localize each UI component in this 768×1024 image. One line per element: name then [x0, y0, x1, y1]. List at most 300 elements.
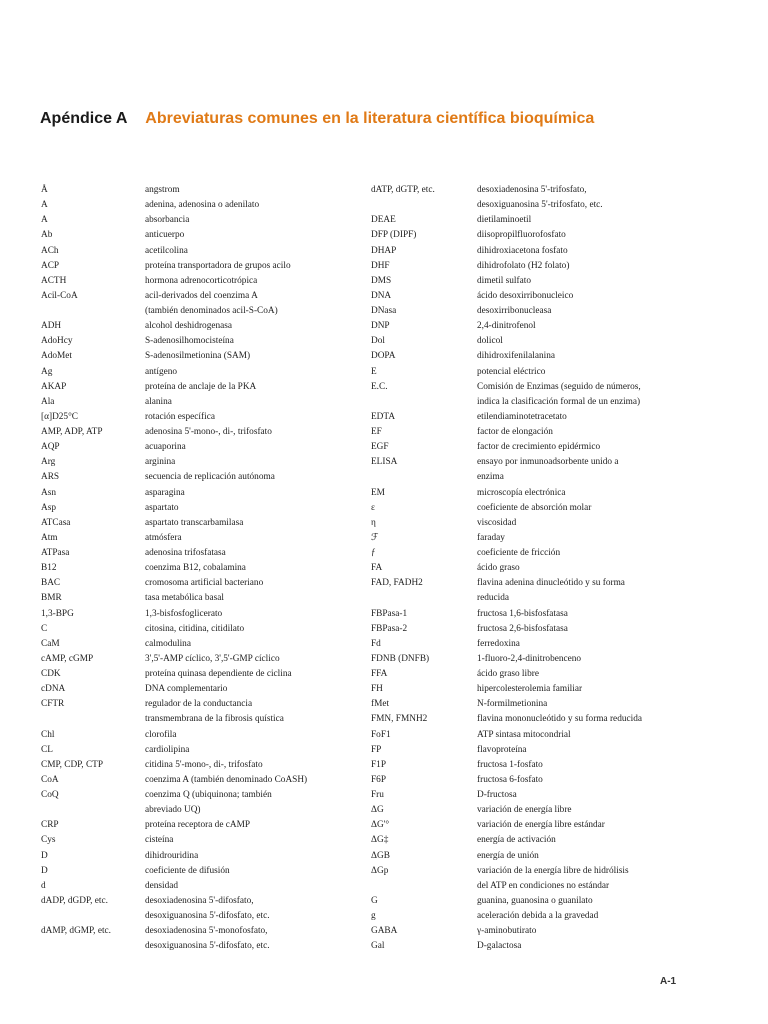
- abbreviation-term: ƒ: [371, 548, 376, 558]
- abbreviation-entry: [41, 486, 361, 501]
- abbreviation-entry: [371, 576, 711, 591]
- abbreviation-definition: desoxiadenosina 5'-difosfato,: [145, 895, 254, 906]
- abbreviation-entry: [371, 909, 711, 924]
- abbreviation-entry: [41, 607, 361, 622]
- abbreviation-definition: reducida: [477, 593, 510, 604]
- abbreviation-term: AdoHcy: [41, 336, 73, 347]
- abbreviation-entry: [371, 516, 711, 531]
- abbreviation-term: G: [371, 895, 378, 906]
- abbreviation-definition: coeficiente de fricción: [477, 548, 561, 558]
- abbreviation-term: [41, 304, 145, 319]
- abbreviation-definition: dietilaminoetil: [477, 215, 532, 226]
- abbreviation-term: FAD, FADH2: [371, 578, 423, 589]
- abbreviation-entry: [41, 259, 361, 274]
- abbreviation-definition: fructosa 1-fosfato: [477, 759, 543, 770]
- abbreviation-definition: atmósfera: [145, 532, 182, 543]
- abbreviation-definition: cisteína: [145, 835, 174, 846]
- abbreviation-definition: rotación específica: [145, 411, 215, 422]
- abbreviation-definition: ATP sintasa mitocondrial: [477, 729, 571, 740]
- abbreviation-term: BMR: [41, 593, 62, 604]
- abbreviation-entry: [371, 622, 711, 637]
- abbreviation-term: FoF1: [371, 729, 391, 740]
- abbreviation-term: A: [41, 200, 48, 211]
- abbreviation-definition: alcohol deshidrogenasa: [145, 321, 232, 332]
- abbreviation-definition: flavina mononucleótido y su forma reducida: [477, 714, 642, 725]
- abbreviation-entry: [41, 395, 361, 410]
- abbreviation-definition: flavina adenina dinucleótido y su forma: [477, 578, 625, 589]
- abbreviation-definition: anticuerpo: [145, 230, 185, 241]
- abbreviation-term: Arg: [41, 457, 56, 468]
- abbreviation-term: E.C.: [371, 381, 388, 392]
- abbreviation-entry: [41, 758, 361, 773]
- abbreviation-term: DOPA: [371, 351, 396, 362]
- abbreviation-term: Atm: [41, 532, 58, 543]
- abbreviation-term: dAMP, dGMP, etc.: [41, 926, 111, 937]
- abbreviation-entry: [371, 849, 711, 864]
- abbreviation-term: FBPasa-2: [371, 623, 408, 634]
- abbreviation-term: d: [41, 880, 46, 891]
- abbreviation-entry: [41, 773, 361, 788]
- abbreviation-term: DMS: [371, 275, 392, 286]
- abbreviation-term: B12: [41, 563, 57, 574]
- abbreviation-term: Asn: [41, 487, 56, 498]
- abbreviation-term: DNasa: [371, 306, 397, 316]
- abbreviation-term: ACP: [41, 260, 60, 271]
- abbreviation-term: dADP, dGDP, etc.: [41, 895, 108, 906]
- abbreviation-definition: arginina: [145, 457, 176, 468]
- abbreviation-definition: antígeno: [145, 366, 178, 377]
- abbreviation-definition: proteína de anclaje de la PKA: [145, 381, 257, 392]
- abbreviation-definition: densidad: [145, 880, 179, 891]
- abbreviation-definition: coeficiente de absorción molar: [477, 502, 592, 513]
- abbreviation-definition: ácido desoxirribonucleico: [477, 290, 574, 301]
- abbreviation-definition: enzima: [477, 472, 504, 483]
- abbreviation-entry: [371, 939, 711, 954]
- abbreviation-entry: [371, 818, 711, 833]
- abbreviation-term: Asp: [41, 502, 56, 513]
- abbreviation-entry: [371, 259, 711, 274]
- abbreviation-term: 1,3-BPG: [41, 608, 74, 619]
- abbreviation-entry: [371, 410, 711, 425]
- abbreviation-definition: ensayo por inmunoadsorbente unido a: [477, 457, 619, 468]
- abbreviation-definition: dihidrouridina: [145, 850, 199, 861]
- abbreviation-definition: transmembrana de la fibrosis quística: [145, 714, 284, 725]
- abbreviation-term: Acil-CoA: [41, 290, 78, 301]
- abbreviation-entry: [371, 319, 711, 334]
- abbreviation-entry: [371, 879, 711, 894]
- abbreviation-definition: N-formilmetionina: [477, 699, 548, 710]
- abbreviation-term: [371, 470, 477, 485]
- abbreviation-definition: ferredoxina: [477, 638, 520, 649]
- abbreviation-entry: [371, 591, 711, 606]
- abbreviation-term: Fru: [371, 790, 384, 800]
- abbreviation-term: Gal: [371, 941, 385, 952]
- abbreviation-definition: flavoproteína: [477, 744, 527, 755]
- abbreviation-definition: angstrom: [145, 185, 180, 195]
- abbreviation-term: Cys: [41, 835, 56, 846]
- abbreviation-definition: alanina: [145, 396, 172, 407]
- abbreviation-entry: [41, 244, 361, 259]
- abbreviation-entry: [371, 864, 711, 879]
- abbreviation-term: [371, 198, 477, 213]
- abbreviation-entry: [41, 637, 361, 652]
- abbreviation-term: ℱ: [371, 532, 379, 543]
- abbreviation-definition: guanina, guanosina o guanilato: [477, 895, 593, 906]
- abbreviation-term: Ag: [41, 366, 53, 377]
- abbreviation-entry: [41, 667, 361, 682]
- abbreviation-entry: [41, 818, 361, 833]
- abbreviation-term: ACTH: [41, 275, 67, 286]
- abbreviation-term: FH: [371, 684, 383, 695]
- abbreviation-entry: [371, 501, 711, 516]
- abbreviation-entry: [41, 697, 361, 712]
- abbreviation-entry: [41, 939, 361, 954]
- abbreviation-entry: [371, 607, 711, 622]
- abbreviation-entry: [41, 894, 361, 909]
- abbreviation-definition: hipercolesterolemia familiar: [477, 684, 583, 695]
- abbreviation-term: CL: [41, 744, 53, 755]
- abbreviation-definition: variación de la energía libre de hidrólisis: [477, 865, 629, 876]
- abbreviation-term: ADH: [41, 321, 62, 332]
- abbreviation-term: ΔG: [371, 805, 384, 816]
- abbreviation-entry: [371, 244, 711, 259]
- abbreviation-entry: [41, 728, 361, 743]
- appendix-label: Apéndice A: [40, 110, 127, 127]
- abbreviation-term: DNP: [371, 321, 390, 332]
- abbreviation-entry: [41, 682, 361, 697]
- abbreviation-definition: dihidroxifenilalanina: [477, 351, 555, 362]
- abbreviation-definition: dihidroxiacetona fosfato: [477, 245, 568, 256]
- abbreviation-definition: fructosa 2,6-bisfosfatasa: [477, 623, 568, 634]
- abbreviation-definition: coenzima B12, cobalamina: [145, 563, 246, 574]
- abbreviation-definition: coenzima A (también denominado CoASH): [145, 774, 308, 785]
- abbreviation-term: ACh: [41, 245, 59, 256]
- abbreviation-definition: ácido graso: [477, 563, 520, 574]
- abbreviation-definition: acil-derivados del coenzima A: [145, 290, 258, 301]
- abbreviation-term: g: [371, 911, 376, 921]
- abbreviation-definition: 1-fluoro-2,4-dinitrobenceno: [477, 653, 582, 664]
- abbreviation-definition: citidina 5'-mono-, di-, trifosfato: [145, 759, 263, 770]
- abbreviation-term: CFTR: [41, 699, 65, 710]
- abbreviation-definition: desoxiadenosina 5'-monofosfato,: [145, 926, 268, 937]
- abbreviation-term: cAMP, cGMP: [41, 653, 94, 664]
- abbreviation-entry: [371, 743, 711, 758]
- abbreviation-term: EF: [371, 427, 382, 437]
- appendix-title: Abreviaturas comunes en la literatura científica bioquímica: [145, 110, 595, 127]
- abbreviation-term: ELISA: [371, 457, 398, 468]
- abbreviation-term: CMP, CDP, CTP: [41, 759, 104, 770]
- abbreviation-definition: asparagina: [145, 487, 185, 498]
- abbreviation-entry: [371, 349, 711, 364]
- abbreviation-entry: [371, 395, 711, 410]
- abbreviation-definition: clorofila: [145, 729, 177, 740]
- abbreviation-term: DNA: [371, 290, 392, 301]
- abbreviation-entry: [371, 894, 711, 909]
- abbreviation-definition: desoxiadenosina 5'-trifosfato,: [477, 185, 587, 195]
- abbreviation-definition: indica la clasificación formal de un enzima): [477, 396, 641, 407]
- abbreviation-entry: [371, 440, 711, 455]
- abbreviation-definition: abreviado UQ): [145, 805, 201, 816]
- abbreviation-term: GABA: [371, 926, 398, 937]
- abbreviation-entry: [371, 425, 711, 440]
- abbreviation-term: C: [41, 623, 48, 634]
- abbreviation-entry: [41, 198, 361, 213]
- abbreviation-term: [371, 395, 477, 410]
- abbreviation-entry: [371, 334, 711, 349]
- abbreviation-definition: del ATP en condiciones no estándar: [477, 880, 610, 891]
- abbreviation-term: ΔG'°: [371, 820, 390, 831]
- abbreviation-entry: [41, 380, 361, 395]
- abbreviation-definition: coeficiente de difusión: [145, 865, 230, 876]
- abbreviation-definition: cromosoma artificial bacteriano: [145, 578, 264, 589]
- abbreviation-term: Ala: [41, 396, 55, 407]
- abbreviation-definition: diisopropilfluorofosfato: [477, 230, 566, 241]
- abbreviation-definition: (también denominados acil-S-CoA): [145, 306, 278, 316]
- abbreviation-term: ARS: [41, 472, 60, 483]
- abbreviation-entry: [371, 682, 711, 697]
- abbreviation-entry: [371, 380, 711, 395]
- abbreviation-term: CDK: [41, 669, 61, 679]
- abbreviation-definition: γ-aminobutirato: [477, 926, 537, 937]
- abbreviation-entry: [41, 622, 361, 637]
- abbreviation-entry: [41, 228, 361, 243]
- abbreviation-entry: [41, 501, 361, 516]
- abbreviation-term: [41, 803, 145, 818]
- abbreviation-entry: [41, 410, 361, 425]
- abbreviation-entry: [371, 728, 711, 743]
- abbreviation-entry: [41, 803, 361, 818]
- abbreviation-entry: [371, 758, 711, 773]
- abbreviation-term: ΔG‡: [371, 835, 389, 846]
- abbreviation-entry: [41, 455, 361, 470]
- abbreviation-term: η: [371, 517, 376, 528]
- abbreviation-definition: variación de energía libre estándar: [477, 820, 605, 831]
- abbreviation-definition: aspartato: [145, 502, 179, 513]
- abbreviation-definition: adenosina trifosfatasa: [145, 548, 226, 558]
- abbreviation-definition: secuencia de replicación autónoma: [145, 472, 275, 483]
- abbreviation-term: ΔGp: [371, 865, 389, 876]
- abbreviation-entry: [371, 652, 711, 667]
- abbreviation-definition: dolicol: [477, 336, 503, 347]
- abbreviation-entry: [41, 546, 361, 561]
- abbreviation-entry: [41, 289, 361, 304]
- abbreviation-term: DHAP: [371, 245, 397, 256]
- abbreviation-term: [41, 909, 145, 924]
- abbreviation-term: F6P: [371, 774, 386, 785]
- abbreviation-definition: desoxirribonucleasa: [477, 306, 552, 316]
- abbreviation-term: Chl: [41, 729, 55, 740]
- abbreviation-entry: [371, 546, 711, 561]
- abbreviation-entry: [41, 274, 361, 289]
- abbreviation-term: FA: [371, 563, 383, 574]
- abbreviation-definition: calmodulina: [145, 638, 191, 649]
- abbreviation-definition: acuaporina: [145, 442, 186, 453]
- abbreviation-entry: [41, 909, 361, 924]
- abbreviation-term: AMP, ADP, ATP: [41, 427, 103, 437]
- abbreviation-definition: factor de crecimiento epidérmico: [477, 442, 601, 453]
- abbreviation-term: AQP: [41, 442, 60, 453]
- abbreviation-term: FMN, FMNH2: [371, 714, 428, 725]
- abbreviation-definition: DNA complementario: [145, 684, 228, 695]
- abbreviation-term: EDTA: [371, 411, 396, 422]
- abbreviation-term: [α]D25°C: [41, 411, 78, 422]
- abbreviation-definition: microscopía electrónica: [477, 487, 566, 498]
- abbreviation-entry: [41, 924, 361, 939]
- abbreviation-term: F1P: [371, 759, 386, 770]
- abbreviation-definition: desoxiguanosina 5'-difosfato, etc.: [145, 911, 270, 921]
- abbreviation-definition: regulador de la conductancia: [145, 699, 253, 710]
- abbreviation-entry: [371, 531, 711, 546]
- abbreviation-entry: [41, 319, 361, 334]
- abbreviation-list-right: [371, 183, 711, 954]
- abbreviation-entry: [371, 773, 711, 788]
- page-number: A-1: [660, 976, 677, 987]
- abbreviation-definition: tasa metabólica basal: [145, 593, 224, 604]
- abbreviation-entry: [41, 365, 361, 380]
- abbreviation-definition: proteína receptora de cAMP: [145, 820, 251, 831]
- abbreviation-term: FBPasa-1: [371, 608, 408, 619]
- abbreviation-entry: [371, 803, 711, 818]
- abbreviation-entry: [41, 743, 361, 758]
- abbreviation-entry: [41, 440, 361, 455]
- abbreviation-entry: [41, 788, 361, 803]
- abbreviation-entry: [371, 712, 711, 727]
- abbreviation-term: FP: [371, 744, 382, 755]
- abbreviation-definition: desoxiguanosina 5'-difosfato, etc.: [145, 941, 270, 952]
- abbreviation-entry: [371, 561, 711, 576]
- abbreviation-entry: [41, 531, 361, 546]
- abbreviation-definition: acetilcolina: [145, 245, 188, 256]
- abbreviation-term: CRP: [41, 820, 59, 831]
- abbreviation-term: cDNA: [41, 684, 66, 695]
- abbreviation-term: BAC: [41, 578, 61, 589]
- abbreviation-entry: [41, 849, 361, 864]
- abbreviation-entry: [41, 652, 361, 667]
- abbreviation-term: EM: [371, 487, 385, 498]
- abbreviation-entry: [41, 591, 361, 606]
- abbreviation-term: [371, 879, 477, 894]
- abbreviation-definition: cardiolipina: [145, 744, 190, 755]
- abbreviation-term: AdoMet: [41, 351, 72, 362]
- abbreviation-entry: [371, 697, 711, 712]
- abbreviation-term: EGF: [371, 442, 389, 453]
- abbreviation-entry: [41, 334, 361, 349]
- abbreviation-entry: [371, 198, 711, 213]
- abbreviation-entry: [371, 924, 711, 939]
- abbreviation-entry: [371, 788, 711, 803]
- abbreviation-entry: [41, 425, 361, 440]
- abbreviation-entry: [371, 833, 711, 848]
- abbreviation-term: A: [41, 215, 48, 226]
- abbreviation-entry: [41, 864, 361, 879]
- abbreviation-entry: [371, 470, 711, 485]
- abbreviation-definition: Comisión de Enzimas (seguido de números,: [477, 381, 641, 392]
- page-title: [40, 110, 594, 128]
- abbreviation-definition: coenzima Q (ubiquinona; también: [145, 790, 272, 800]
- abbreviation-definition: dihidrofolato (H2 folato): [477, 260, 570, 271]
- abbreviation-definition: aspartato transcarbamilasa: [145, 517, 244, 528]
- abbreviation-entry: [371, 455, 711, 470]
- abbreviation-definition: energía de unión: [477, 850, 539, 861]
- abbreviation-entry: [371, 213, 711, 228]
- abbreviation-definition: factor de elongación: [477, 427, 553, 437]
- abbreviation-term: FDNB (DNFB): [371, 653, 430, 664]
- abbreviation-entry: [371, 486, 711, 501]
- abbreviation-entry: [41, 183, 361, 198]
- abbreviation-entry: [371, 667, 711, 682]
- abbreviation-list-left: [41, 183, 361, 954]
- abbreviation-term: E: [371, 366, 377, 377]
- abbreviation-term: D: [41, 850, 48, 861]
- abbreviation-definition: D-galactosa: [477, 941, 522, 952]
- abbreviation-definition: dimetil sulfato: [477, 275, 531, 286]
- abbreviation-entry: [41, 561, 361, 576]
- abbreviation-term: CoA: [41, 774, 59, 785]
- abbreviation-term: CaM: [41, 638, 60, 649]
- abbreviation-entry: [41, 879, 361, 894]
- abbreviation-entry: [371, 365, 711, 380]
- abbreviation-term: CoQ: [41, 790, 59, 800]
- abbreviation-term: [41, 939, 145, 954]
- abbreviation-term: dATP, dGTP, etc.: [371, 185, 435, 195]
- abbreviation-definition: proteína quinasa dependiente de ciclina: [145, 669, 292, 679]
- abbreviation-term: DHF: [371, 260, 390, 271]
- abbreviation-term: Ab: [41, 230, 53, 241]
- abbreviation-term: DFP (DIPF): [371, 230, 417, 241]
- abbreviation-entry: [371, 228, 711, 243]
- abbreviation-definition: adenina, adenosina o adenilato: [145, 200, 260, 211]
- abbreviation-term: Fd: [371, 638, 381, 649]
- abbreviation-definition: desoxiguanosina 5'-trifosfato, etc.: [477, 200, 603, 211]
- abbreviation-definition: S-adenosilmetionina (SAM): [145, 351, 251, 362]
- abbreviation-term: [41, 712, 145, 727]
- abbreviation-entry: [371, 183, 711, 198]
- abbreviation-definition: fructosa 6-fosfato: [477, 774, 543, 785]
- abbreviation-entry: [41, 833, 361, 848]
- abbreviation-definition: proteína transportadora de grupos acilo: [145, 260, 291, 271]
- abbreviation-definition: absorbancia: [145, 215, 190, 226]
- abbreviation-definition: hormona adrenocorticotrópica: [145, 275, 258, 286]
- abbreviation-definition: viscosidad: [477, 517, 517, 528]
- abbreviation-entry: [41, 213, 361, 228]
- abbreviation-term: AKAP: [41, 381, 67, 392]
- abbreviation-entry: [371, 274, 711, 289]
- abbreviation-entry: [41, 576, 361, 591]
- abbreviation-definition: adenosina 5'-mono-, di-, trifosfato: [145, 427, 272, 437]
- abbreviation-term: DEAE: [371, 215, 396, 226]
- abbreviation-term: D: [41, 865, 48, 876]
- abbreviation-definition: 3',5'-AMP cíclico, 3',5'-GMP cíclico: [145, 653, 280, 664]
- abbreviation-definition: faraday: [477, 532, 505, 543]
- abbreviation-term: [371, 591, 477, 606]
- abbreviation-entry: [371, 289, 711, 304]
- abbreviation-definition: ácido graso libre: [477, 669, 539, 679]
- abbreviation-entry: [41, 304, 361, 319]
- abbreviation-definition: fructosa 1,6-bisfosfatasa: [477, 608, 568, 619]
- abbreviation-term: ATCasa: [41, 517, 71, 528]
- abbreviation-term: ε: [371, 502, 375, 513]
- abbreviation-definition: etilendiaminotetracetato: [477, 411, 567, 422]
- abbreviation-definition: S-adenosilhomocisteína: [145, 336, 234, 347]
- abbreviation-term: ΔGB: [371, 850, 390, 861]
- abbreviation-entry: [41, 516, 361, 531]
- abbreviation-entry: [41, 349, 361, 364]
- abbreviation-term: FFA: [371, 669, 388, 679]
- abbreviation-definition: D-fructosa: [477, 790, 517, 800]
- abbreviation-definition: 1,3-bisfosfoglicerato: [145, 608, 223, 619]
- abbreviation-definition: potencial eléctrico: [477, 366, 546, 377]
- abbreviation-entry: [371, 304, 711, 319]
